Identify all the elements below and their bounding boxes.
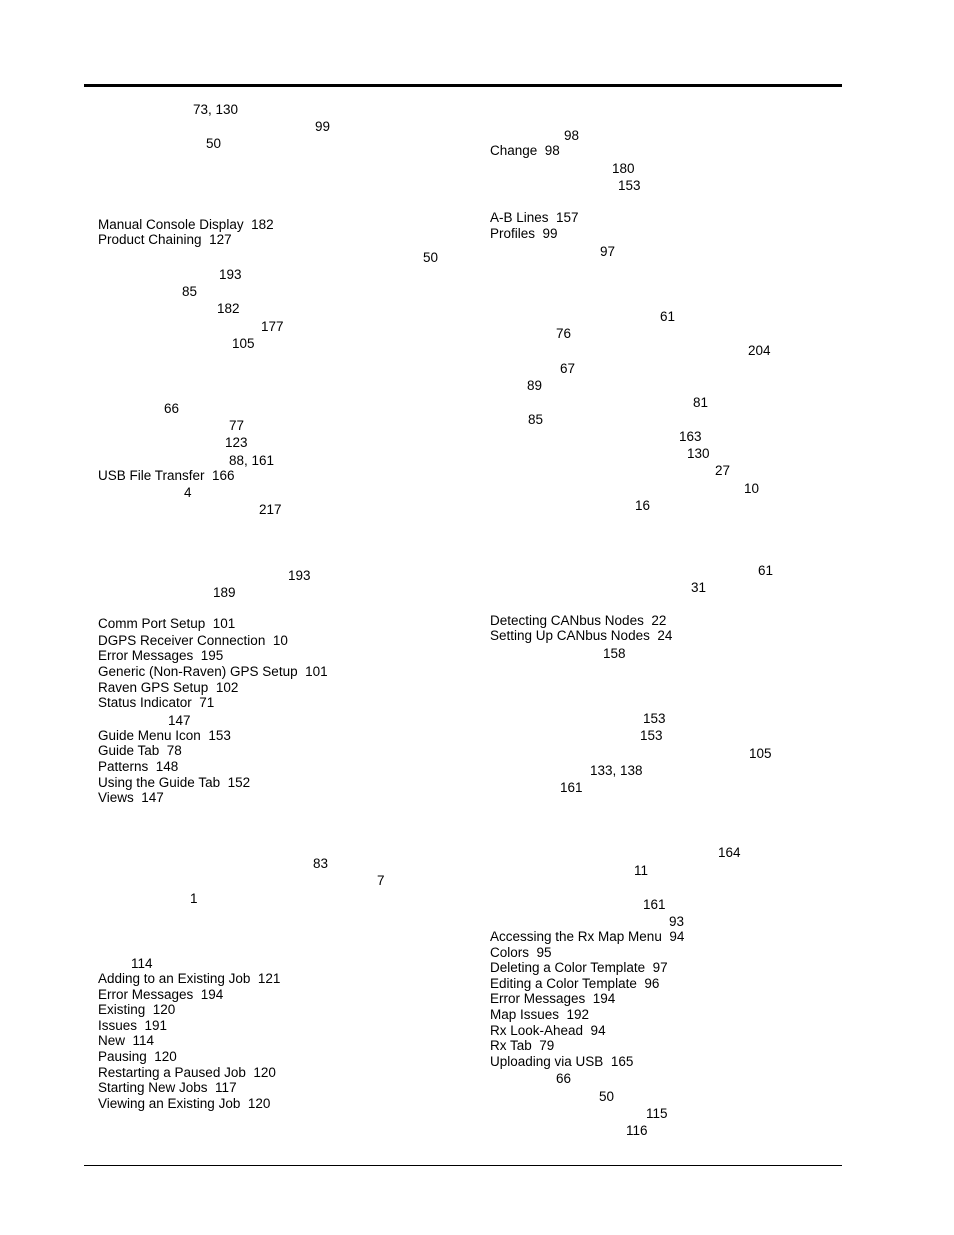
left-entry: Raven GPS Setup 102 (98, 680, 239, 695)
left-entry: New 114 (98, 1033, 155, 1048)
left-entry: Adding to an Existing Job 121 (98, 971, 281, 986)
left-entry: 85 (182, 284, 198, 299)
right-entry: 66 (556, 1071, 572, 1086)
right-entry: 89 (527, 378, 543, 393)
left-entry: Using the Guide Tab 152 (98, 775, 251, 790)
right-entry: 98 (564, 128, 580, 143)
right-entry: 81 (693, 395, 709, 410)
right-entry: 153 (618, 178, 641, 193)
left-entry: Guide Tab 78 (98, 743, 182, 758)
left-entry: 177 (261, 319, 284, 334)
left-entry: Guide Menu Icon 153 (98, 728, 231, 743)
left-entry: 193 (288, 568, 311, 583)
right-entry: 130 (687, 446, 710, 461)
right-entry: 31 (691, 580, 707, 595)
left-entry: 189 (213, 585, 236, 600)
left-entry: Existing 120 (98, 1002, 176, 1017)
left-entry: Issues 191 (98, 1018, 168, 1033)
left-entry: 182 (217, 301, 240, 316)
header-rule (84, 84, 842, 87)
left-entry: Starting New Jobs 117 (98, 1080, 237, 1095)
right-entry: 50 (599, 1089, 615, 1104)
right-entry: Accessing the Rx Map Menu 94 (490, 929, 685, 944)
left-entry: 114 (131, 956, 153, 971)
right-entry: 27 (715, 463, 731, 478)
right-entry: 161 (643, 897, 666, 912)
left-entry: 193 (219, 267, 242, 282)
left-entry: 7 (377, 873, 385, 888)
left-entry: 77 (229, 418, 245, 433)
left-entry: 73, 130 (193, 102, 239, 117)
right-entry: 115 (646, 1106, 668, 1121)
right-entry: 164 (718, 845, 741, 860)
right-entry: 204 (748, 343, 771, 358)
right-entry: 161 (560, 780, 583, 795)
right-entry: 61 (660, 309, 676, 324)
left-entry: Product Chaining 127 (98, 232, 232, 247)
left-entry: 83 (313, 856, 329, 871)
right-entry: 180 (612, 161, 635, 176)
right-entry: Profiles 99 (490, 226, 558, 241)
right-entry: 16 (635, 498, 651, 513)
left-entry: USB File Transfer 166 (98, 468, 235, 483)
left-entry: DGPS Receiver Connection 10 (98, 633, 288, 648)
left-entry: Error Messages 194 (98, 987, 224, 1002)
footer-rule (84, 1165, 842, 1166)
right-entry: 61 (758, 563, 774, 578)
left-entry: 66 (164, 401, 180, 416)
right-entry: 158 (603, 646, 626, 661)
right-entry: A-B Lines 157 (490, 210, 579, 225)
right-entry: Change 98 (490, 143, 560, 158)
right-entry: 133, 138 (590, 763, 643, 778)
right-entry: Deleting a Color Template 97 (490, 960, 668, 975)
right-entry: 153 (643, 711, 666, 726)
right-entry: Map Issues 192 (490, 1007, 590, 1022)
left-entry: Manual Console Display 182 (98, 217, 274, 232)
right-entry: Setting Up CANbus Nodes 24 (490, 628, 673, 643)
right-entry: 105 (749, 746, 772, 761)
left-entry: Comm Port Setup 101 (98, 616, 236, 631)
left-entry: 50 (206, 136, 222, 151)
right-entry: 11 (634, 863, 649, 878)
right-entry: 153 (640, 728, 663, 743)
right-entry: Rx Look-Ahead 94 (490, 1023, 606, 1038)
right-entry: Rx Tab 79 (490, 1038, 555, 1053)
right-entry: 93 (669, 914, 685, 929)
left-entry: Patterns 148 (98, 759, 179, 774)
left-entry: 217 (259, 502, 282, 517)
right-entry: 163 (679, 429, 702, 444)
left-entry: 88, 161 (229, 453, 275, 468)
left-entry: Pausing 120 (98, 1049, 177, 1064)
right-entry: 67 (560, 361, 576, 376)
right-entry: 10 (744, 481, 760, 496)
right-entry: Colors 95 (490, 945, 552, 960)
left-entry: 123 (225, 435, 248, 450)
left-entry: 50 (423, 250, 439, 265)
right-entry: 97 (600, 244, 616, 259)
right-entry: Uploading via USB 165 (490, 1054, 634, 1069)
right-entry: Editing a Color Template 96 (490, 976, 660, 991)
right-entry: Error Messages 194 (490, 991, 616, 1006)
left-entry: 1 (190, 891, 198, 906)
left-entry: Error Messages 195 (98, 648, 224, 663)
left-entry: 99 (315, 119, 331, 134)
right-entry: 76 (556, 326, 572, 341)
right-entry: 85 (528, 412, 544, 427)
left-entry: 147 (168, 713, 191, 728)
left-entry: 4 (184, 485, 192, 500)
right-entry: 116 (626, 1123, 648, 1138)
left-entry: Restarting a Paused Job 120 (98, 1065, 276, 1080)
right-entry: Detecting CANbus Nodes 22 (490, 613, 667, 628)
left-entry: Status Indicator 71 (98, 695, 215, 710)
left-entry: Viewing an Existing Job 120 (98, 1096, 271, 1111)
left-entry: 105 (232, 336, 255, 351)
left-entry: Generic (Non-Raven) GPS Setup 101 (98, 664, 328, 679)
left-entry: Views 147 (98, 790, 164, 805)
